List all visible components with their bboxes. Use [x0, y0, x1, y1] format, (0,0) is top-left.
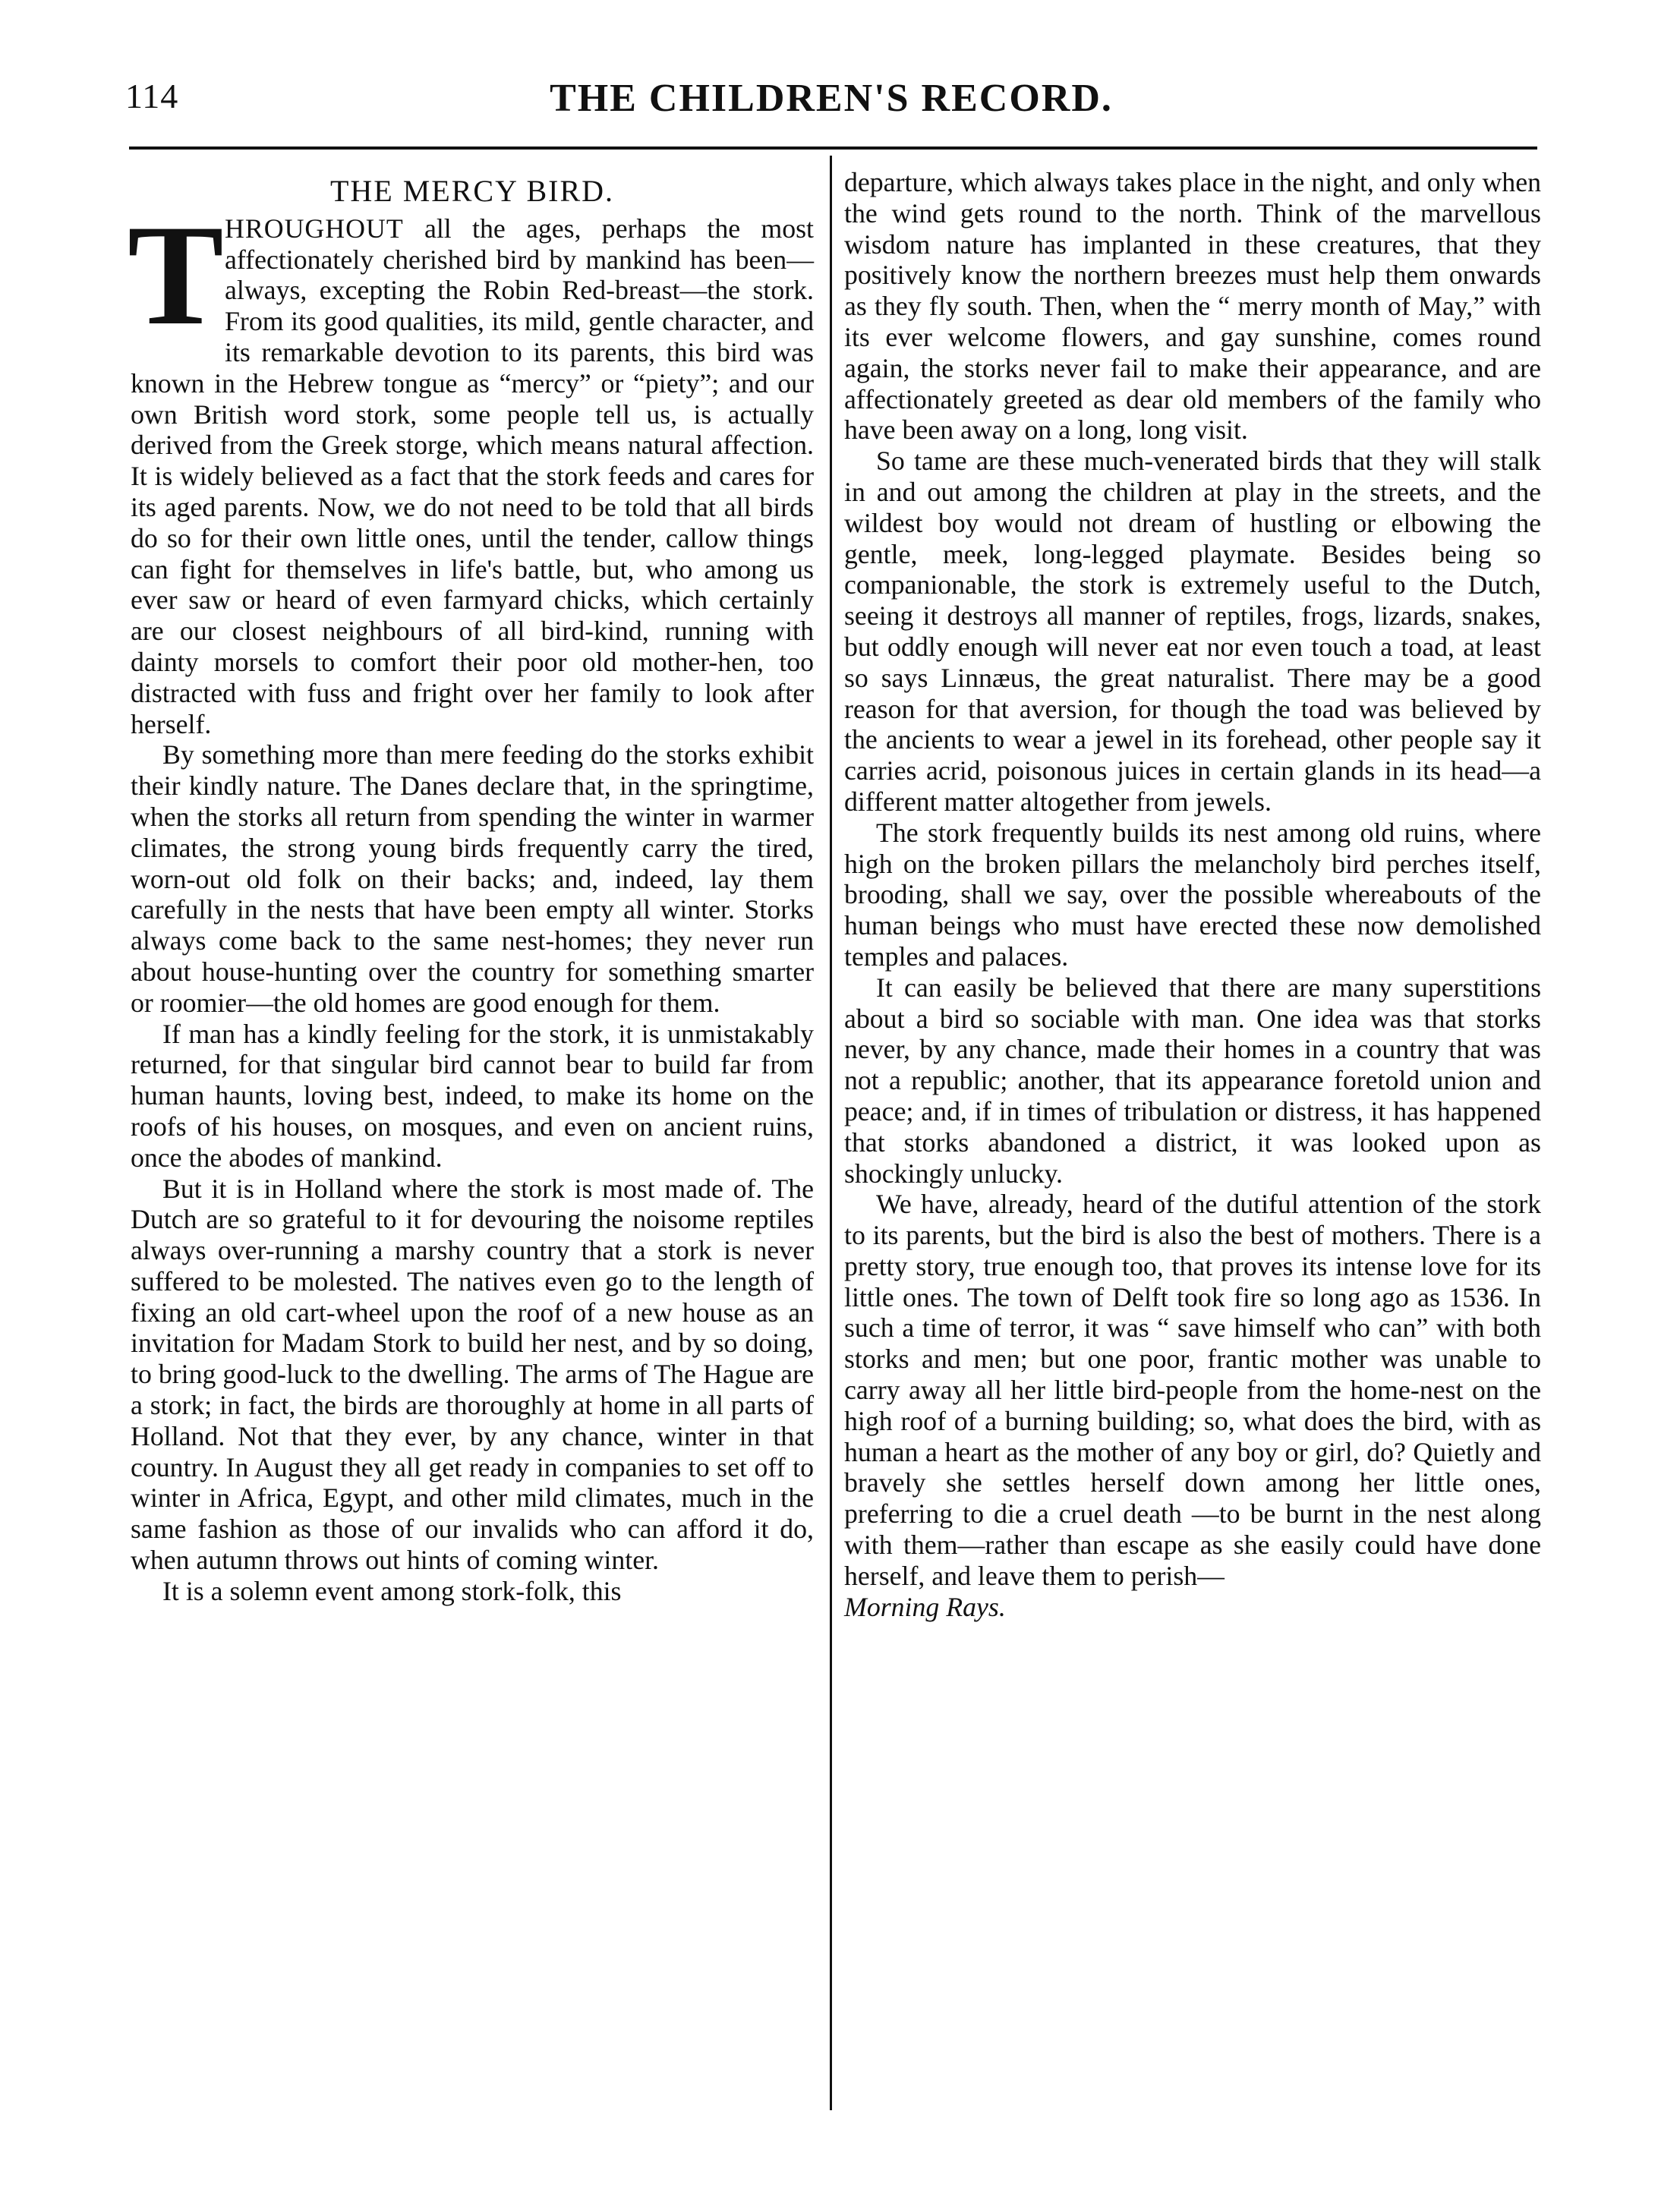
drop-cap-initial: T	[128, 195, 224, 355]
paragraph-5-start: It is a solemn event among stork-folk, this	[162, 1575, 622, 1606]
page-header	[125, 76, 1537, 121]
paragraph-1	[128, 195, 814, 740]
paragraph-6: So tame are these much-venerated birds that they will stalk in and out among the children at play in the streets, and the wildest boy would not dream of hustling or elbowing the gentle, meek, long-legged playmate. Besides being so companionable, the stork is extremely useful to the Dutch, seeing it destroys all manner of reptiles, frogs, lizards, snakes, but oddly enough will never eat nor even touch a toad, at least so says Linnæus, the great naturalist. There may be a good reason for that aversion, for though the toad was believed by the ancients to wear a jewel in its forehead, other people say it carries acrid, poisonous juices in certain glands in its head—a different matter altogether from jewels.	[844, 446, 1541, 817]
paragraph-1-text: all the ages, perhaps the most affectionately cherished bird by mankind has been—always, excepting the Robin Red-breast—the stork. From its good qualities, its mild, gentle character, and its remarkable devotion to its parents, this bird was known in the Hebrew tongue as “mercy” or “piety”; and our own British word stork, some people tell us, is actually derived from the Greek storge, which means natural affection. It is widely believed as a fact that the stork feeds and cares for its aged parents. Now, we do not need to be told that all birds do so for their own little ones, until the tender, callow things can fight for themselves in life's battle, but, who among us ever saw or heard of even farmyard chicks, which certainly are our closest neighbours of all bird-kind, running with dainty morsels to comfort their poor old mother-hen, too distracted with fuss and fright over her family to look after herself.	[131, 213, 814, 739]
column-divider	[830, 156, 832, 2110]
source-attribution: Morning Rays.	[844, 1591, 1006, 1622]
right-column	[844, 167, 1541, 1622]
paragraph-9: We have, already, heard of the dutiful attention of the stork to its parents, but the bird is also the best of mothers. There is a pretty story, true enough too, that proves its intense love for its little ones. The town of Delft took fire so long ago as 1536. In such a time of terror, it was “ save himself who can” with both storks and men; but one poor, frantic mother was unable to carry away all her little bird-people from the home-nest on the high roof of a burning building; so, what does the bird, with as human a heart as the mother of any boy or girl, do? Quietly and bravely she settles herself down among her little ones, preferring to die a cruel death —to be burnt in the nest along with them—rather than escape as she easily could have done herself, and leave them to perish—	[844, 1189, 1541, 1591]
page-number: 114	[125, 77, 179, 115]
paragraph-4: But it is in Holland where the stork is most made of. The Dutch are so grateful to it for devouring the noisome reptiles always over-running a marshy country that a stork is never suffered to be molested. The natives even go to the length of fixing an old cart-wheel upon the roof of a new house as an invitation for Madam Stork to build her nest, and by so doing, to bring good-luck to the dwelling. The arms of The Hague are a stork; in fact, the birds are thoroughly at home in all parts of Holland. Not that they ever, by any chance, winter in that country. In August they all get ready in companies to set off to winter in Africa, Egypt, and other mild climates, much in the same fashion as those of our invalids who can afford it do, when autumn throws out hints of coming winter.	[131, 1173, 814, 1576]
running-title: THE CHILDREN'S RECORD.	[550, 77, 1113, 120]
paragraph-2: By something more than mere feeding do the storks exhibit their kindly nature. The Danes declare that, in the springtime, when the storks all return from spending the winter in warmer climates, the strong young birds frequently carry the tired, worn-out old folk on their backs; and, indeed, lay them carefully in the nests that have been empty all winter. Storks always come back to the same nest-homes; they never run about house-hunting over the country for something smarter or roomier—the old homes are good enough for them.	[131, 739, 814, 1018]
left-column	[128, 167, 814, 1607]
article-title: THE MERCY BIRD.	[329, 174, 615, 208]
paragraph-8: It can easily be believed that there are many superstitions about a bird so sociable with man. One idea was that storks never, by any chance, made their homes in a country that was not a republic; another, that its appearance foretold union and peace; and, if in times of tribulation or distress, it has happened that storks abandoned a district, it was looked upon as shockingly unlucky.	[844, 972, 1541, 1189]
paragraph-3: If man has a kindly feeling for the stork, it is unmistakably returned, for that singular bird cannot bear to build far from human haunts, loving best, indeed, to make its home on the roofs of his houses, on mosques, and even on ancient ruins, once the abodes of mankind.	[131, 1018, 814, 1173]
opening-word: HROUGHOUT	[225, 213, 404, 244]
header-rule	[129, 147, 1537, 150]
paragraph-7: The stork frequently builds its nest among old ruins, where high on the broken pillars the melancholy bird perches itself, brooding, shall we say, over the possible whereabouts of the human beings who must have erected these now demolished temples and palaces.	[844, 817, 1541, 972]
paragraph-5-continued: departure, which always takes place in the night, and only when the wind gets round to the north. Think of the marvellous wisdom nature has implanted in these creatures, that they positively know the northern breezes must help them onwards as they fly south. Then, when the “ merry month of May,” with its ever welcome flowers, and gay sunshine, comes round again, the storks never fail to make their appearance, and are affectionately greeted as dear old members of the family who have been away on a long, long visit.	[844, 167, 1541, 446]
